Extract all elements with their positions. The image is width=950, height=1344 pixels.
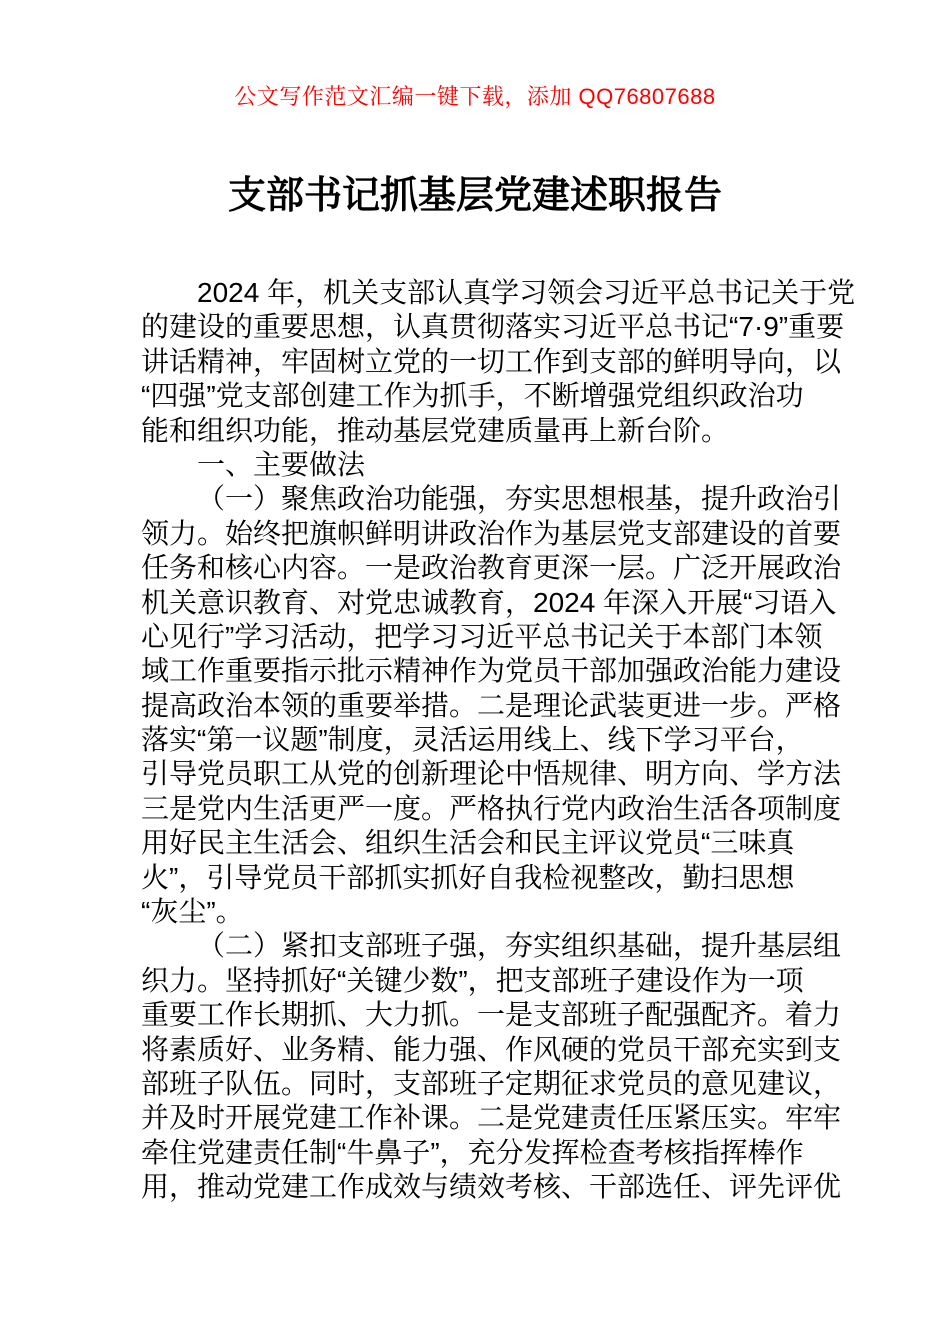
body-line: 讲话精神，牢固树立党的一切工作到支部的鲜明导向，以 (141, 345, 842, 377)
body-line: （二）紧扣支部班子强，夯实组织基础，提升基层组 (197, 930, 842, 962)
body-line: 并及时开展党建工作补课。二是党建责任压紧压实。牢牢 (141, 1102, 842, 1134)
body-line: 用好民主生活会、组织生活会和民主评议党员“三味真 (141, 827, 795, 859)
body-line: 火”，引导党员干部抓实抓好自我检视整改，勤扫思想 (141, 861, 795, 893)
body-line: 提高政治本领的重要举措。二是理论武装更进一步。严格 (141, 689, 842, 721)
body-line: 织力。坚持抓好“关键少数”，把支部班子建设作为一项 (141, 964, 804, 996)
document-body (141, 276, 856, 1205)
body-line: 域工作重要指示批示精神作为党员干部加强政治能力建设 (141, 655, 842, 687)
body-line: 的建设的重要思想，认真贯彻落实习近平总书记“7·9”重要 (141, 311, 845, 343)
body-line: 2024 年，机关支部认真学习领会习近平总书记关于党 (197, 277, 856, 308)
section-heading: 一、主要做法 (197, 448, 366, 480)
promo-banner-text: 公文写作范文汇编一键下载，添加 QQ76807688 (234, 84, 716, 109)
body-line: 心见行”学习活动，把学习习近平总书记关于本部门本领 (141, 620, 823, 652)
body-line: 引导党员职工从党的创新理论中悟规律、明方向、学方法 (141, 758, 842, 790)
body-line: 能和组织功能，推动基层党建质量再上新台阶。 (141, 414, 730, 446)
body-line: （一）聚焦政治功能强，夯实思想根基，提升政治引 (197, 483, 842, 515)
body-line: 部班子队伍。同时，支部班子定期征求党员的意见建议， (141, 1067, 842, 1099)
body-line: 任务和核心内容。一是政治教育更深一层。广泛开展政治 (141, 552, 842, 584)
body-line: 三是党内生活更严一度。严格执行党内政治生活各项制度 (141, 792, 842, 824)
body-line: 将素质好、业务精、能力强、作风硬的党员干部充实到支 (141, 1033, 842, 1065)
body-line: 领力。始终把旗帜鲜明讲政治作为基层党支部建设的首要 (141, 517, 842, 549)
page-title: 支部书记抓基层党建述职报告 (227, 175, 722, 217)
body-line: “灰尘”。 (141, 896, 244, 928)
body-line: 落实“第一议题”制度，灵活运用线上、线下学习平台， (141, 724, 804, 756)
body-line: “四强”党支部创建工作为抓手，不断增强党组织政治功 (141, 380, 804, 412)
body-line: 重要工作长期抓、大力抓。一是支部班子配强配齐。着力 (141, 999, 842, 1031)
body-line: 用，推动党建工作成效与绩效考核、干部选任、评先评优 (141, 1171, 842, 1203)
body-line: 牵住党建责任制“牛鼻子”，充分发挥检查考核指挥棒作 (141, 1136, 804, 1168)
body-line: 机关意识教育、对党忠诚教育，2024 年深入开展“习语入 (141, 586, 837, 618)
